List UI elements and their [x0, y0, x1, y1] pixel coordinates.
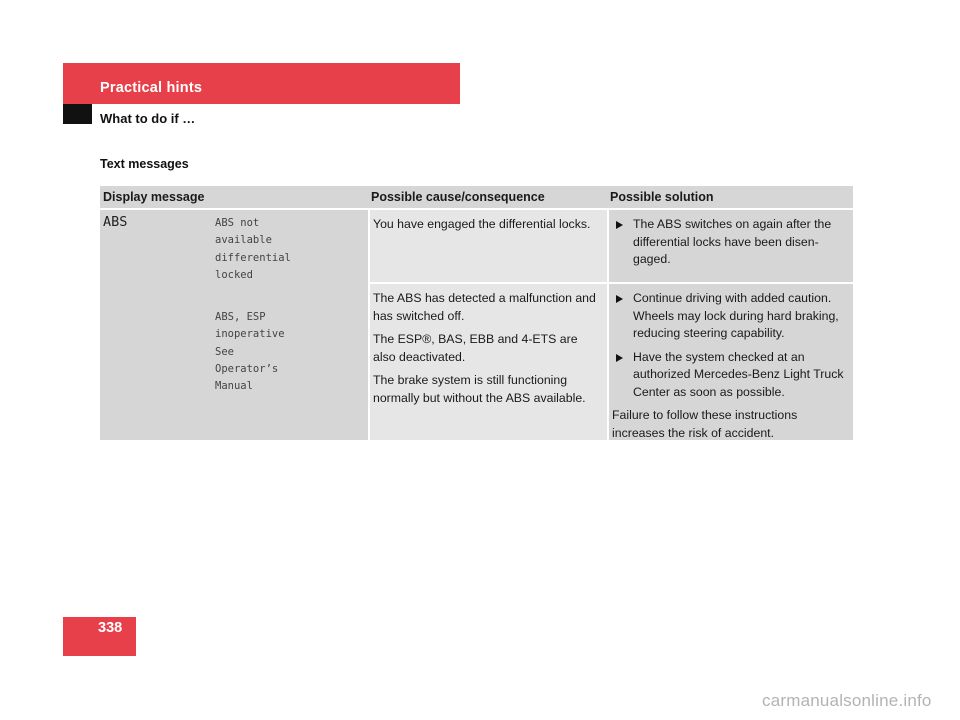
solution-cell — [609, 210, 853, 282]
cause-cell — [370, 210, 607, 282]
watermark-text: carmanualsonline.info — [762, 691, 932, 710]
table-row — [370, 210, 853, 282]
cause-solution-columns — [370, 210, 853, 440]
display-message-2: ABS, ESP inoperative See Operator’s Manual — [215, 311, 285, 393]
chapter-title: Practical hints — [100, 80, 203, 96]
display-message-1: ABS not available differential locked — [215, 217, 291, 281]
page-title: Text messages — [100, 157, 189, 171]
bullet-triangle-icon — [612, 290, 633, 343]
header-display-message: Display message — [103, 190, 205, 204]
table-header — [100, 186, 853, 208]
cause-text: The brake system is still functioning normally but without the ABS available. — [373, 373, 586, 405]
messages-table — [100, 186, 853, 440]
table-body — [100, 210, 853, 440]
cause-text: You have engaged the differential locks. — [373, 217, 591, 231]
page-number: 338 — [98, 620, 123, 636]
solution-bullet — [612, 216, 849, 269]
black-tab-marker — [63, 104, 92, 124]
table-row — [370, 284, 853, 440]
bullet-triangle-icon — [612, 216, 633, 269]
cause-text: The ESP®, BAS, EBB and 4-ETS are also deactivated. — [373, 332, 578, 364]
solution-note: Failure to follow these instructions increases the risk of accident. — [612, 408, 798, 440]
solution-cell — [609, 284, 853, 440]
cause-cell — [370, 284, 607, 440]
solution-text: Have the system checked at an authorized Mercedes-Benz Light Truck Center as soon as possible. — [633, 349, 844, 399]
solution-bullet — [612, 290, 849, 343]
cause-text: The ABS has detected a malfunction and has switched off. — [373, 291, 596, 323]
display-abs-label: ABS — [103, 214, 128, 230]
display-message-column — [100, 210, 368, 440]
header-possible-solution: Possible solution — [610, 190, 714, 204]
solution-bullet — [612, 349, 849, 402]
solution-text: The ABS switches on again after the differential locks have been disen-gaged. — [633, 217, 832, 266]
solution-text: Continue driving with added caution. Wheels may lock during hard braking, reducing steering capability. — [633, 291, 839, 340]
header-possible-cause: Possible cause/consequence — [371, 190, 545, 204]
bullet-triangle-icon — [612, 349, 633, 402]
section-subtitle: What to do if … — [100, 111, 196, 126]
